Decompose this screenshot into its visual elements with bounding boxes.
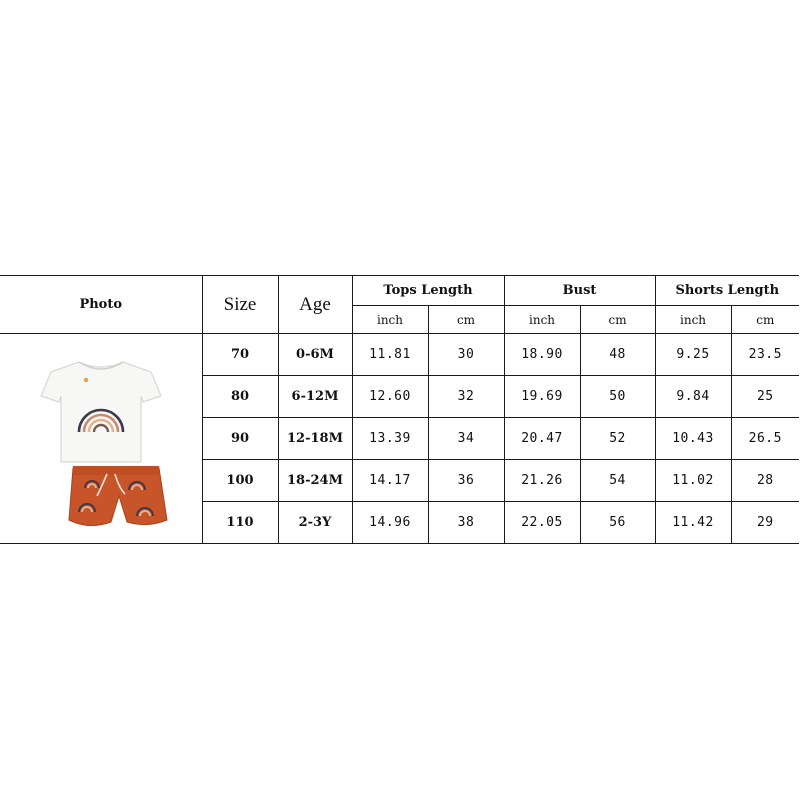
cell-shorts-cm: 29 <box>731 502 799 544</box>
cell-bust-cm: 48 <box>580 334 655 376</box>
cell-age: 2-3Y <box>278 502 352 544</box>
unit-tops-cm: cm <box>428 306 504 334</box>
cell-bust-inch: 20.47 <box>504 418 580 460</box>
cell-shorts-cm: 26.5 <box>731 418 799 460</box>
cell-bust-cm: 52 <box>580 418 655 460</box>
cell-size: 90 <box>202 418 278 460</box>
cell-shorts-inch: 9.25 <box>655 334 731 376</box>
cell-age: 18-24M <box>278 460 352 502</box>
header-size: Size <box>202 276 278 334</box>
cell-shorts-inch: 9.84 <box>655 376 731 418</box>
cell-shorts-cm: 28 <box>731 460 799 502</box>
cell-tops-cm: 32 <box>428 376 504 418</box>
cell-tops-inch: 13.39 <box>352 418 428 460</box>
unit-bust-inch: inch <box>504 306 580 334</box>
unit-shorts-cm: cm <box>731 306 799 334</box>
product-photo-cell <box>0 334 202 544</box>
cell-bust-cm: 56 <box>580 502 655 544</box>
cell-shorts-inch: 10.43 <box>655 418 731 460</box>
cell-tops-inch: 14.96 <box>352 502 428 544</box>
size-chart-table <box>0 275 799 544</box>
cell-age: 12-18M <box>278 418 352 460</box>
header-age: Age <box>278 276 352 334</box>
cell-tops-cm: 36 <box>428 460 504 502</box>
cell-bust-inch: 22.05 <box>504 502 580 544</box>
cell-tops-cm: 34 <box>428 418 504 460</box>
cell-shorts-inch: 11.02 <box>655 460 731 502</box>
header-row-top <box>0 276 799 306</box>
unit-bust-cm: cm <box>580 306 655 334</box>
cell-size: 80 <box>202 376 278 418</box>
header-bust: Bust <box>504 276 655 306</box>
baby-outfit-photo-icon <box>21 344 181 534</box>
cell-shorts-cm: 25 <box>731 376 799 418</box>
unit-tops-inch: inch <box>352 306 428 334</box>
cell-bust-cm: 50 <box>580 376 655 418</box>
header-shorts-length: Shorts Length <box>655 276 799 306</box>
cell-size: 100 <box>202 460 278 502</box>
cell-tops-inch: 11.81 <box>352 334 428 376</box>
cell-bust-cm: 54 <box>580 460 655 502</box>
cell-shorts-inch: 11.42 <box>655 502 731 544</box>
table-row <box>0 334 799 376</box>
cell-bust-inch: 21.26 <box>504 460 580 502</box>
cell-size: 110 <box>202 502 278 544</box>
cell-size: 70 <box>202 334 278 376</box>
cell-tops-cm: 30 <box>428 334 504 376</box>
cell-tops-cm: 38 <box>428 502 504 544</box>
cell-tops-inch: 12.60 <box>352 376 428 418</box>
cell-age: 6-12M <box>278 376 352 418</box>
header-tops-length: Tops Length <box>352 276 504 306</box>
unit-shorts-inch: inch <box>655 306 731 334</box>
cell-shorts-cm: 23.5 <box>731 334 799 376</box>
cell-bust-inch: 18.90 <box>504 334 580 376</box>
cell-bust-inch: 19.69 <box>504 376 580 418</box>
header-photo: Photo <box>0 276 202 334</box>
cell-age: 0-6M <box>278 334 352 376</box>
cell-tops-inch: 14.17 <box>352 460 428 502</box>
